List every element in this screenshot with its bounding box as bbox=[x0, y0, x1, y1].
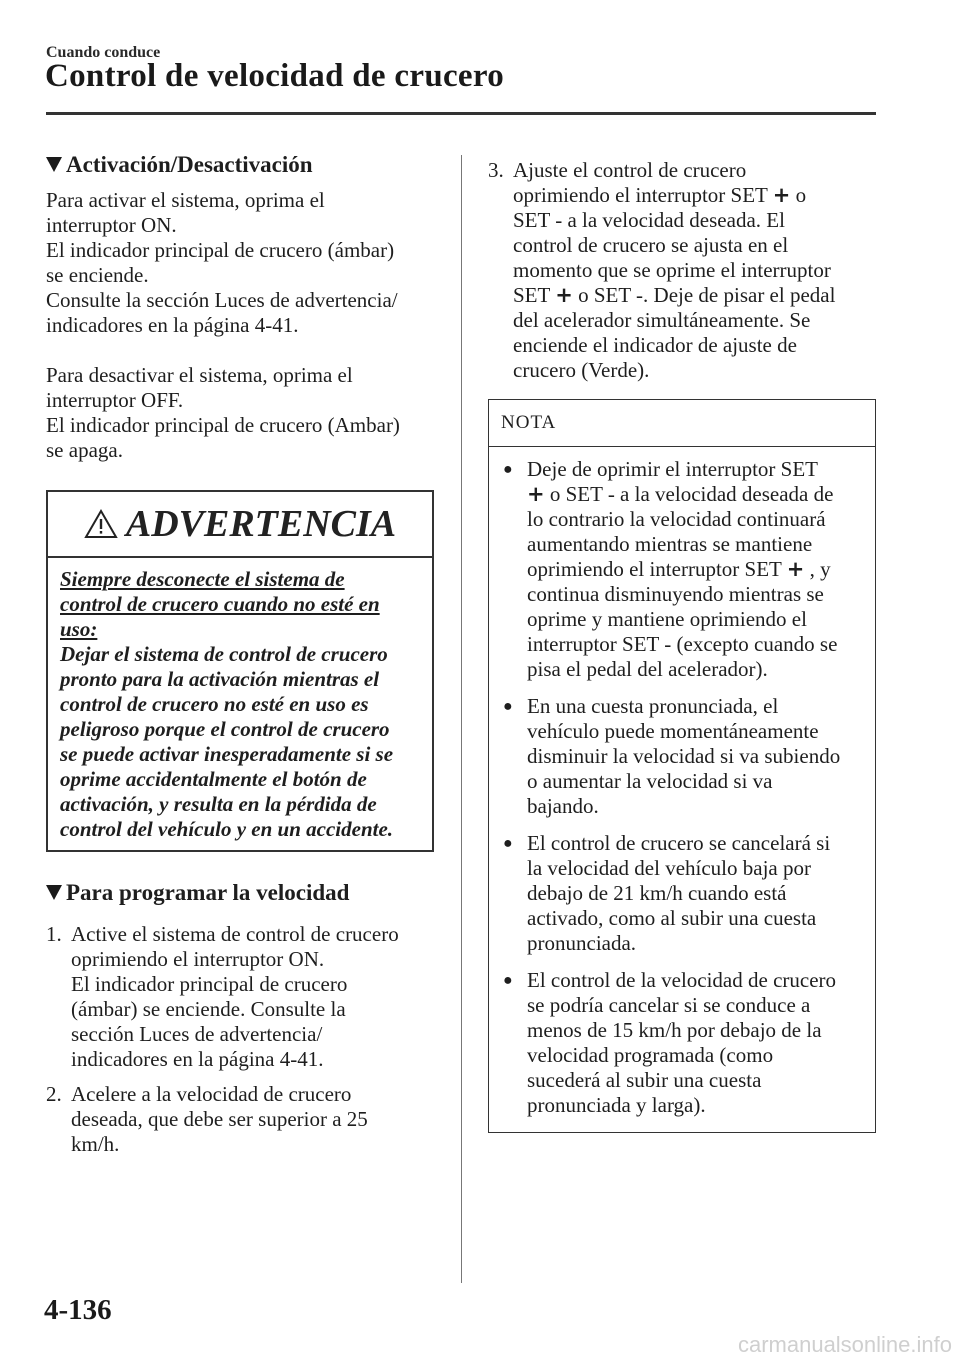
page-title: Control de velocidad de crucero bbox=[45, 58, 505, 94]
step-3: 3. Ajuste el control de crucero oprimiendo el interruptor SET + o SET - a la velocidad deseada. El control de crucero se ajusta en el momento que se oprime el interruptor SET + o SET -. Deje de pisar el pedal del acelerador simultáneamente. Se enciende el indicador de ajuste de crucero (Verde). bbox=[488, 158, 836, 382]
heading-activation: Activación/Desactivación bbox=[46, 150, 436, 180]
plus-icon: + bbox=[555, 283, 573, 307]
warning-triangle-icon bbox=[84, 509, 118, 539]
section-label: Cuando conduce bbox=[46, 44, 161, 61]
warning-box bbox=[46, 490, 434, 852]
plus-icon: + bbox=[772, 183, 791, 207]
triangle-bullet-icon bbox=[46, 885, 62, 900]
bullet-icon: ● bbox=[503, 835, 513, 852]
page-number: 4-136 bbox=[44, 1294, 112, 1326]
triangle-bullet-icon bbox=[46, 157, 62, 172]
bullet-icon: ● bbox=[503, 698, 513, 715]
paragraph-activate: Para activar el sistema, oprima el interruptor ON. El indicador principal de crucero (ámbar) se enciende. Consulte la sección Luces de advertencia/ indicadores en la página 4-41. bbox=[46, 187, 398, 337]
bullet-icon: ● bbox=[503, 461, 513, 478]
bullet-icon: ● bbox=[503, 972, 513, 989]
step-1: 1. Active el sistema de control de crucero oprimiendo el interruptor ON. El indicador principal de crucero (ámbar) se enciende. Consulte la sección Luces de advertencia/ indicadores en la página 4-41. bbox=[46, 921, 399, 1071]
note-body bbox=[489, 447, 875, 1132]
warning-header bbox=[48, 492, 432, 558]
note-bullet: ● Deje de oprimir el interruptor SET + o SET - a la velocidad deseada de lo contrario la velocidad continuará aumentando mientras se mantiene oprimiendo el interruptor SET + , y continua disminuyendo mientras se oprime y mantiene oprimiendo el interruptor SET - (excepto cuando se pisa el pedal del acelerador). bbox=[499, 457, 867, 682]
plus-icon: + bbox=[786, 557, 805, 581]
warning-body: Siempre desconecte el sistema de control de crucero cuando no esté en uso: Dejar el sistema de control de crucero pronto para la activación mientras el control de crucero no esté en uso es peligroso porque el control de crucero se puede activar inesperadamente si se oprime accidentalmente el botón de activación, y resulta en la pérdida de control del vehículo y en un accidente. bbox=[60, 566, 394, 841]
note-bullet: ● El control de crucero se cancelará si la velocidad del vehículo baja por debajo de 21 km/h cuando está activado, como al subir una cuesta pronunciada. bbox=[499, 831, 867, 956]
watermark: carmanualsonline.info bbox=[737, 1332, 952, 1357]
warning-title: ADVERTENCIA bbox=[125, 502, 397, 545]
step-2: 2. Acelere a la velocidad de crucero deseada, que debe ser superior a 25 km/h. bbox=[46, 1081, 368, 1156]
paragraph-deactivate: Para desactivar el sistema, oprima el interruptor OFF. El indicador principal de crucero (Ambar) se apaga. bbox=[46, 362, 400, 462]
plus-icon: + bbox=[527, 482, 545, 506]
note-bullet: ● En una cuesta pronunciada, el vehículo puede momentáneamente disminuir la velocidad si va subiendo o aumentar la velocidad si va bajando. bbox=[499, 694, 867, 819]
note-box bbox=[488, 399, 876, 1133]
left-column bbox=[46, 150, 436, 1167]
note-title: NOTA bbox=[489, 400, 875, 447]
heading-program-speed: Para programar la velocidad bbox=[46, 878, 436, 908]
right-column bbox=[488, 158, 880, 1133]
note-bullet: ● El control de la velocidad de crucero se podría cancelar si se conduce a menos de 15 km/h por debajo de la velocidad programada (como sucederá al subir una cuesta pronunciada y larga). bbox=[499, 968, 867, 1118]
title-rule bbox=[46, 112, 876, 115]
column-divider bbox=[461, 155, 462, 1283]
